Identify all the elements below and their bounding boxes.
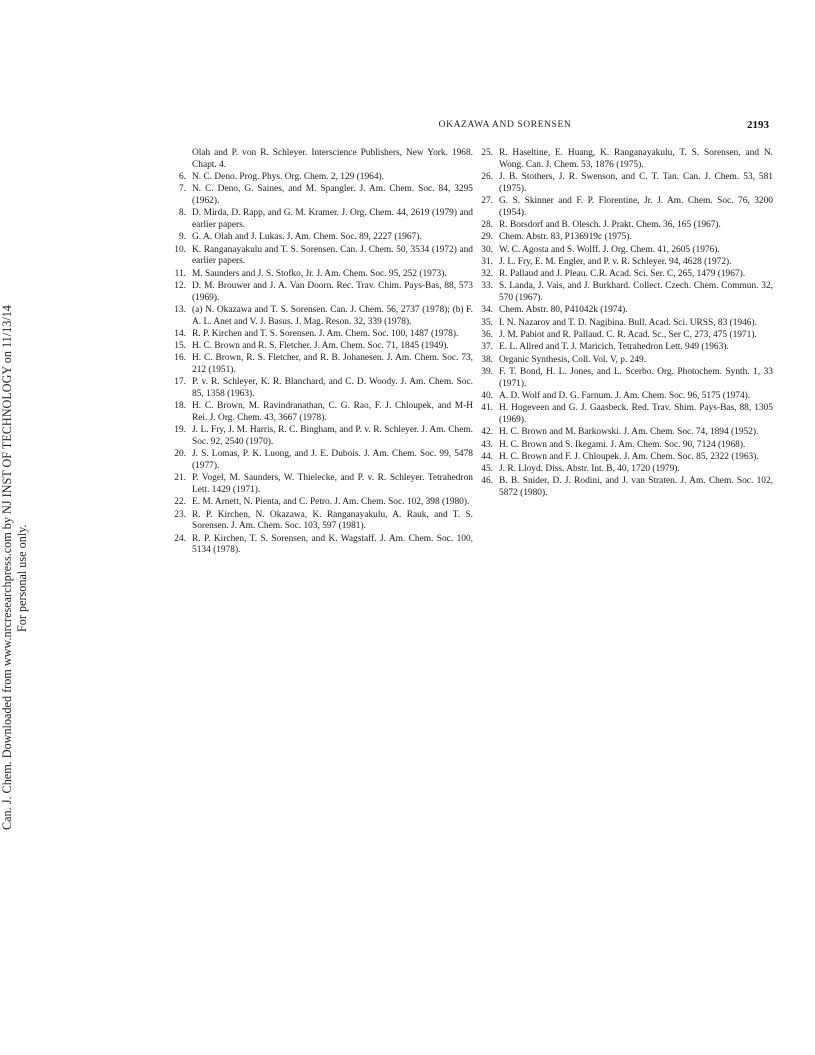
reference-number: 43. (481, 439, 493, 450)
reference-number: 10. (174, 244, 186, 255)
reference-item (166, 329, 473, 341)
references-left-column (166, 148, 473, 558)
reference-number: 41. (481, 403, 493, 414)
reference-number: 17. (174, 377, 186, 388)
reference-number: 14. (174, 328, 186, 339)
reference-item (473, 281, 773, 304)
reference-item (166, 245, 473, 268)
reference-number: 20. (174, 449, 186, 460)
reference-item (166, 473, 473, 496)
reference-number: 25. (481, 148, 493, 158)
reference-text: R. Pallaud and J. Pleau. C.R. Acad. Sci. Ser. C, 265, 1479 (1967). (499, 269, 746, 280)
reference-item (166, 341, 473, 353)
reference-number: 29. (481, 232, 493, 243)
reference-text: G. A. Olah and J. Lukas. J. Am. Chem. Soc. 89, 2227 (1967). (192, 232, 422, 243)
reference-text: D. M. Brouwer and J. A. Van Doorn. Rec. Trav. Chim. Pays-Bas, 88, 573 (1969). (192, 280, 473, 303)
reference-text: I. N. Nazarov and T. D. Nagibina. Bull. Acad. Sci. URSS, 83 (1946). (499, 317, 757, 328)
reference-number: 37. (481, 342, 493, 353)
reference-number: 6. (178, 172, 186, 182)
reference-number: 7. (178, 184, 186, 195)
reference-text: R. Borsdorf and B. Olesch. J. Prakt. Chem. 36, 165 (1967). (499, 220, 721, 230)
reference-number: 38. (481, 354, 493, 365)
reference-item (166, 281, 473, 304)
reference-item (473, 269, 773, 281)
reference-number: 8. (178, 208, 186, 219)
reference-item (166, 305, 473, 328)
reference-text: P. Vogel, M. Saunders, W. Thielecke, and P. v. R. Schleyer. Tetrahedron Lett. 1429 (1971). (192, 473, 473, 496)
reference-text: J. R. Lloyd. Diss. Abstr. Int. B, 40, 1720 (1979). (499, 464, 680, 475)
reference-text: Organic Synthesis, Coll. Vol. V, p. 249. (499, 354, 647, 365)
reference-item (473, 257, 773, 269)
reference-item (473, 367, 773, 390)
reference-item (473, 403, 773, 426)
reference-text: H. C. Brown and R. S. Fletcher. J. Am. Chem. Soc. 71, 1845 (1949). (192, 341, 449, 352)
reference-item (473, 330, 773, 342)
running-head: OKAZAWA AND SORENSEN (438, 120, 572, 130)
reference-text: H. C. Brown and F. J. Chloupek. J. Am. Chem. Soc. 85, 2322 (1963). (499, 451, 759, 462)
reference-text: M. Saunders and J. S. Stofko, Jr. J. Am. Chem. Soc. 95, 252 (1973). (192, 268, 447, 279)
reference-text: K. Ranganayakulu and T. S. Sorensen. Can. J. Chem. 50, 3534 (1972) and earlier papers. (192, 244, 473, 267)
reference-number: 42. (481, 427, 493, 438)
reference-item (473, 476, 773, 499)
reference-item (473, 318, 773, 330)
reference-text: H. C. Brown and M. Barkowski. J. Am. Chem. Soc. 74, 1894 (1952). (499, 427, 759, 438)
reference-number: 45. (481, 464, 493, 475)
reference-item (473, 232, 773, 244)
reference-item (166, 353, 473, 376)
reference-text: H. C. Brown, R. S. Fletcher, and R. B. Johanesen. J. Am. Chem. Soc. 73, 212 (1951). (192, 353, 473, 376)
reference-number: 31. (481, 256, 493, 267)
reference-item (473, 196, 773, 219)
reference-text: N. C. Deno, G. Saines, and M. Spangler. J. Am. Chem. Soc. 84, 3295 (1962). (192, 184, 473, 206)
references-right-column (473, 148, 773, 500)
reference-text: H. Hogeveen and G. J. Gaasbeck. Red. Trav. Shim. Pays-Bas, 88, 1305 (1969). (499, 403, 773, 425)
reference-number: 40. (481, 390, 493, 401)
reference-number: 39. (481, 366, 493, 377)
reference-item (473, 172, 773, 195)
reference-text: B. B. Snider, D. J. Rodini, and J. van Straten. J. Am. Chem. Soc. 102, 5872 (1980). (499, 476, 773, 499)
reference-item (473, 391, 773, 403)
reference-number: 19. (174, 425, 186, 436)
reference-number: 30. (481, 244, 493, 255)
reference-text: D. Mirda, D. Rapp, and G. M. Kramer. J. Org. Chem. 44, 2619 (1979) and earlier papers. (192, 208, 473, 230)
reference-text: W. C. Agosta and S. Wolff. J. Org. Chem. 41, 2605 (1976). (499, 244, 720, 255)
reference-text: E. L. Allred and T. J. Maricich. Tetrahedron Lett. 949 (1963). (499, 342, 729, 353)
reference-number: 24. (174, 533, 186, 544)
reference-number: 34. (481, 305, 493, 316)
reference-number: 44. (481, 451, 493, 462)
reference-text: R. P. Kirchen and T. S. Sorensen. J. Am. Chem. Soc. 100, 1487 (1978). (192, 328, 459, 339)
reference-text: Chem. Abstr. 83, P136919c (1975). (499, 232, 632, 243)
page-number: 2193 (747, 119, 769, 131)
reference-number: 33. (481, 281, 493, 292)
reference-item (166, 425, 473, 448)
reference-item (166, 269, 473, 281)
reference-item (473, 427, 773, 439)
reference-text: R. Haseltine, E. Huang, K. Ranganayakulu, T. S. Sorensen, and N. Wong. Can. J. Chem. 53, 1876 (1975). (499, 148, 773, 170)
reference-text: (a) N. Okazawa and T. S. Sorensen. Can. J. Chem. 56, 2737 (1978); (b) F. A. L. Anet and V. J. Basus. J. Mag. Reson. 32, 339 (1978). (192, 304, 473, 327)
watermark-line-1: Can. J. Chem. Downloaded from www.nrcresearchpress.com by NJ INST OF TECHNOLOGY on 11/13/14 (0, 305, 14, 830)
reference-item (473, 440, 773, 452)
reference-number: 26. (481, 172, 493, 182)
download-watermark (0, 0, 40, 1055)
reference-text: A. D. Wolf and D. G. Farnum. J. Am. Chem. Soc. 96, 5175 (1974). (499, 390, 751, 401)
reference-number: 27. (481, 196, 493, 206)
reference-item (166, 497, 473, 509)
reference-item (473, 452, 773, 464)
reference-item (473, 464, 773, 476)
reference-item (166, 449, 473, 472)
reference-text: H. C. Brown, M. Ravindranathan, C. G. Rao, F. J. Chloupek, and M-H Rei. J. Org. Chem. 43, 3667 (1978). (192, 401, 473, 424)
reference-item (166, 148, 473, 171)
reference-item (166, 172, 473, 184)
reference-number: 32. (481, 269, 493, 280)
reference-number: 11. (174, 268, 186, 279)
reference-number: 21. (174, 473, 186, 484)
reference-number: 36. (481, 330, 493, 341)
reference-number: 13. (174, 304, 186, 315)
reference-number: 22. (174, 497, 186, 508)
reference-text: S. Landa, J. Vais, and J. Burkhard. Collect. Czech. Chem. Commun. 32, 570 (1967). (499, 281, 773, 304)
watermark-text (0, 305, 30, 830)
reference-text: H. C. Brown and S. Ikegami. J. Am. Chem. Soc. 90, 7124 (1968). (499, 439, 746, 450)
reference-item (473, 305, 773, 317)
reference-item (166, 534, 473, 557)
reference-text: J. S. Lomas, P. K. Luong, and J. E. Dubois. J. Am. Chem. Soc. 99, 5478 (1977). (192, 449, 473, 472)
reference-text: J. L. Fry, J. M. Harris, R. C. Bingham, and P. v. R. Schleyer. J. Am. Chem. Soc. 92, 2540 (1970). (192, 425, 473, 448)
reference-text: E. M. Arnett, N. Pienta, and C. Petro. J. Am. Chem. Soc. 102, 398 (1980). (192, 497, 470, 508)
reference-item (473, 245, 773, 257)
reference-item (166, 377, 473, 400)
reference-item (473, 342, 773, 354)
reference-number: 46. (481, 476, 493, 487)
reference-item (473, 355, 773, 367)
reference-number: 23. (174, 509, 186, 520)
reference-text: N. C. Deno. Prog. Phys. Org. Chem. 2, 129 (1964). (192, 172, 385, 182)
reference-number: 12. (174, 280, 186, 291)
reference-item (473, 220, 773, 232)
reference-number: 16. (174, 353, 186, 364)
reference-text: J. M. Pabiot and R. Pallaud. C. R. Acad. Sc., Ser C, 273, 475 (1971). (499, 330, 757, 341)
reference-text: F. T. Bond, H. L. Jones, and L. Scerbo. Org. Photochem. Synth. 1, 33 (1971). (499, 366, 773, 389)
reference-text: Chem. Abstr. 80, P41042k (1974). (499, 305, 628, 316)
reference-number: 35. (481, 317, 493, 328)
reference-item (473, 148, 773, 171)
reference-number: 28. (481, 220, 493, 230)
reference-text: J. L. Fry, E. M. Engler, and P. v. R. Schleyer. 94, 4628 (1972). (499, 256, 732, 267)
reference-text: G. S. Skinner and F. P. Florentine, Jr. J. Am. Chem. Soc. 76, 3200 (1954). (499, 196, 773, 218)
reference-text: Olah and P. von R. Schleyer. Interscience Publishers, New York. 1968. Chapt. 4. (192, 148, 473, 170)
reference-number: 18. (174, 401, 186, 412)
reference-text: R. P. Kirchen, N. Okazawa, K. Ranganayakulu, A. Rauk, and T. S. Sorensen. J. Am. Chem. Soc. 103, 597 (1981). (192, 509, 473, 532)
reference-text: R. P. Kirchen, T. S. Sorensen, and K. Wagstaff. J. Am. Chem. Soc. 100, 5134 (1978). (192, 533, 473, 556)
reference-item (166, 232, 473, 244)
reference-number: 9. (178, 232, 186, 243)
reference-item (166, 510, 473, 533)
reference-text: P. v. R. Schleyer, K. R. Blanchard, and C. D. Woody. J. Am. Chem. Soc. 85, 1358 (1963). (192, 377, 473, 400)
reference-item (166, 184, 473, 207)
reference-item (166, 401, 473, 424)
reference-number: 15. (174, 341, 186, 352)
watermark-line-2: For personal use only. (15, 524, 29, 632)
reference-text: J. B. Stothers, J. R. Swenson, and C. T. Tan. Can. J. Chem. 53, 581 (1975). (499, 172, 773, 194)
reference-item (166, 208, 473, 231)
